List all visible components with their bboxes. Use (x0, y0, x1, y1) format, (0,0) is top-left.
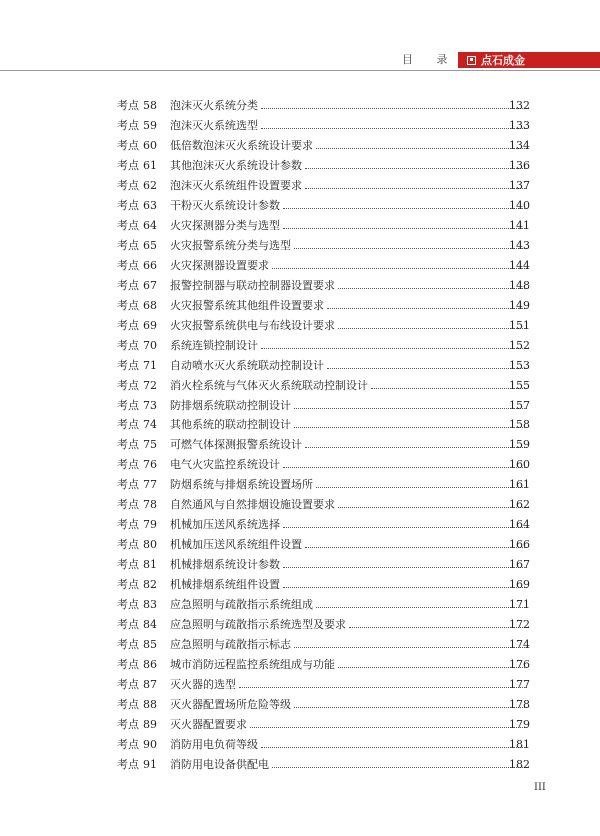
toc-entry-title: 其他系统的联动控制设计 (170, 418, 291, 432)
toc-entry-prefix: 考点 (117, 518, 139, 532)
toc-dot-leader (305, 159, 527, 169)
toc-entry-page: 181 (509, 737, 530, 751)
toc-entry-number: 61 (143, 158, 157, 172)
toc-entry-prefix: 考点 (117, 558, 139, 572)
toc-dot-leader (327, 299, 527, 309)
toc-entry-title-wrap (170, 618, 530, 632)
toc-dot-leader (250, 718, 527, 728)
toc-entry-prefix: 考点 (117, 757, 139, 771)
toc-entry-number: 83 (143, 598, 157, 612)
toc-entry-number: 89 (143, 718, 157, 732)
toc-entry-label (117, 379, 157, 393)
toc-entry[interactable] (0, 715, 600, 735)
toc-entry-label (117, 598, 157, 612)
toc-entry-prefix: 考点 (117, 658, 139, 672)
toc-entry-title-wrap (170, 718, 530, 732)
toc-entry-title: 机械排烟系统组件设置 (170, 578, 280, 592)
toc-entry-prefix: 考点 (117, 118, 139, 132)
toc-entry-page: 140 (509, 198, 530, 212)
toc-dot-leader (294, 418, 527, 428)
toc-entry-page: 151 (509, 318, 530, 332)
toc-entry-label (117, 738, 157, 752)
toc-entry-title-wrap (170, 418, 530, 432)
toc-entry-title-wrap (170, 538, 530, 552)
toc-entry-title: 应急照明与疏散指示标志 (170, 638, 291, 652)
toc-dot-leader (305, 179, 527, 189)
toc-entry[interactable] (0, 635, 600, 655)
toc-entry-title: 火灾探测器分类与选型 (170, 218, 280, 232)
toc-entry-number: 79 (143, 518, 157, 532)
toc-entry-page: 136 (509, 158, 530, 172)
toc-entry-label (117, 638, 157, 652)
toc-entry-prefix: 考点 (117, 618, 139, 632)
toc-entry-title-wrap (170, 678, 530, 692)
toc-dot-leader (316, 139, 527, 149)
toc-entry-label (117, 538, 157, 552)
toc-entry-prefix: 考点 (117, 498, 139, 512)
toc-entry-page: 159 (509, 438, 530, 452)
toc-entry-number: 72 (143, 378, 157, 392)
toc-entry-title: 应急照明与疏散指示系统选型及要求 (170, 618, 346, 632)
toc-entry-number: 78 (143, 498, 157, 512)
toc-entry-title: 报警控制器与联动控制器设置要求 (170, 278, 335, 292)
toc-entry-number: 81 (143, 558, 157, 572)
toc-entry-page: 167 (509, 558, 530, 572)
toc-entry[interactable] (0, 575, 600, 595)
toc-entry-title-wrap (170, 299, 530, 313)
toc-dot-leader (294, 399, 527, 409)
toc-entry-title: 消火栓系统与气体灭火系统联动控制设计 (170, 378, 368, 392)
toc-dot-leader (283, 518, 527, 528)
toc-entry[interactable] (0, 535, 600, 555)
toc-dot-leader (261, 119, 527, 129)
toc-entry-number: 66 (143, 258, 157, 272)
toc-entry-title-wrap (170, 319, 530, 333)
toc-dot-leader (349, 618, 527, 628)
toc-entry-prefix: 考点 (117, 718, 139, 732)
toc-entry-title: 城市消防远程监控系统组成与功能 (170, 658, 335, 672)
toc-entry-title-wrap (170, 119, 530, 133)
toc-entry[interactable] (0, 595, 600, 615)
toc-entry[interactable] (0, 615, 600, 635)
toc-entry[interactable] (0, 256, 600, 276)
toc-dot-leader (261, 339, 527, 349)
toc-entry-label (117, 339, 157, 353)
toc-dot-leader (261, 99, 527, 109)
toc-entry[interactable] (0, 316, 600, 336)
toc-dot-leader (272, 259, 527, 269)
toc-entry-title: 防排烟系统联动控制设计 (170, 398, 291, 412)
toc-entry-label (117, 199, 157, 213)
toc-entry[interactable] (0, 495, 600, 515)
toc-entry-title: 可燃气体探测报警系统设计 (170, 438, 302, 452)
toc-entry-title: 低倍数泡沫灭火系统设计要求 (170, 138, 313, 152)
toc-entry-page: 144 (509, 258, 530, 272)
page-number: III (534, 782, 546, 793)
toc-entry-title-wrap (170, 379, 530, 393)
toc-dot-leader (338, 279, 527, 289)
toc-entry[interactable] (0, 156, 600, 176)
toc-entry-number: 69 (143, 318, 157, 332)
toc-entry-title-wrap (170, 738, 530, 752)
toc-entry-number: 75 (143, 438, 157, 452)
toc-entry-title: 火灾报警系统供电与布线设计要求 (170, 318, 335, 332)
toc-entry-number: 76 (143, 458, 157, 472)
toc-entry-prefix: 考点 (117, 698, 139, 712)
toc-entry-page: 155 (509, 378, 530, 392)
toc-entry[interactable] (0, 675, 600, 695)
toc-entry-number: 58 (143, 98, 157, 112)
toc-entry-number: 71 (143, 358, 157, 372)
toc-entry-title: 机械排烟系统设计参数 (170, 558, 280, 572)
toc-entry-title-wrap (170, 339, 530, 353)
toc-entry-title: 灭火器配置场所危险等级 (170, 698, 291, 712)
toc-entry-label (117, 618, 157, 632)
toc-entry-prefix: 考点 (117, 418, 139, 432)
toc-dot-leader (338, 498, 527, 508)
brand-banner (458, 52, 600, 68)
toc-entry-label (117, 319, 157, 333)
toc-entry[interactable] (0, 376, 600, 396)
toc-entry-prefix: 考点 (117, 258, 139, 272)
toc-entry-label (117, 279, 157, 293)
toc-entry[interactable] (0, 176, 600, 196)
toc-entry-prefix: 考点 (117, 178, 139, 192)
toc-entry-prefix: 考点 (117, 678, 139, 692)
toc-entry-prefix: 考点 (117, 318, 139, 332)
toc-dot-leader (338, 319, 527, 329)
toc-entry-number: 91 (143, 757, 157, 771)
brand-label: 点石成金 (481, 54, 525, 67)
toc-entry-label (117, 438, 157, 452)
toc-entry-label (117, 359, 157, 373)
toc-entry-title: 自动喷水灭火系统联动控制设计 (170, 358, 324, 372)
toc-entry-number: 63 (143, 198, 157, 212)
toc-entry-title-wrap (170, 438, 530, 452)
toc-entry-title-wrap (170, 239, 530, 253)
toc-entry-label (117, 578, 157, 592)
toc-entry-title-wrap (170, 578, 530, 592)
toc-dot-leader (316, 598, 527, 608)
toc-dot-leader (239, 678, 527, 688)
toc-entry-title: 火灾探测器设置要求 (170, 258, 269, 272)
toc-entry[interactable] (0, 475, 600, 495)
toc-dot-leader (327, 359, 527, 369)
toc-entry-page: 137 (509, 178, 530, 192)
toc-entry-title: 泡沫灭火系统选型 (170, 118, 258, 132)
toc-entry-number: 90 (143, 737, 157, 751)
toc-entry-page: 152 (509, 338, 530, 352)
toc-entry-title: 干粉灭火系统设计参数 (170, 198, 280, 212)
toc-entry-title: 火灾报警系统其他组件设置要求 (170, 298, 324, 312)
toc-entry-label (117, 219, 157, 233)
toc-entry-label (117, 718, 157, 732)
toc-entry-label (117, 99, 157, 113)
toc-entry-number: 68 (143, 298, 157, 312)
toc-dot-leader (272, 758, 527, 768)
toc-entry-label (117, 399, 157, 413)
toc-entry-label (117, 498, 157, 512)
toc-dot-leader (294, 638, 527, 648)
toc-entry-number: 87 (143, 678, 157, 692)
toc-entry-prefix: 考点 (117, 398, 139, 412)
toc-entry[interactable] (0, 396, 600, 416)
toc-entry-title: 电气火灾监控系统设计 (170, 458, 280, 472)
toc-entry-number: 59 (143, 118, 157, 132)
toc-entry-page: 177 (509, 678, 530, 692)
toc-entry[interactable] (0, 236, 600, 256)
toc-entry-number: 70 (143, 338, 157, 352)
toc-entry-title: 机械加压送风系统组件设置 (170, 538, 302, 552)
toc-entry-title-wrap (170, 478, 530, 492)
toc-entry-title-wrap (170, 758, 530, 772)
toc-entry-label (117, 239, 157, 253)
toc-entry-title-wrap (170, 139, 530, 153)
toc-entry-label (117, 458, 157, 472)
toc-dot-leader (294, 239, 527, 249)
toc-dot-leader (316, 478, 527, 488)
toc-entry-number: 86 (143, 658, 157, 672)
toc-entry-prefix: 考点 (117, 378, 139, 392)
toc-entry[interactable] (0, 515, 600, 535)
toc-entry[interactable] (0, 296, 600, 316)
toc-entry[interactable] (0, 655, 600, 675)
toc-entry[interactable] (0, 356, 600, 376)
toc-entry-title-wrap (170, 399, 530, 413)
toc-entry-number: 80 (143, 538, 157, 552)
toc-entry[interactable] (0, 136, 600, 156)
toc-entry-number: 82 (143, 578, 157, 592)
toc-entry-label (117, 518, 157, 532)
toc-entry-prefix: 考点 (117, 218, 139, 232)
toc-entry-prefix: 考点 (117, 198, 139, 212)
toc-entry[interactable] (0, 555, 600, 575)
toc-entry-label (117, 418, 157, 432)
toc-dot-leader (261, 738, 527, 748)
toc-entry[interactable] (0, 455, 600, 475)
toc-entry-page: 164 (509, 518, 530, 532)
toc-entry-prefix: 考点 (117, 98, 139, 112)
table-of-contents (0, 96, 600, 775)
toc-entry-title: 其他泡沫灭火系统设计参数 (170, 158, 302, 172)
toc-entry-prefix: 考点 (117, 598, 139, 612)
toc-entry-prefix: 考点 (117, 158, 139, 172)
toc-dot-leader (283, 458, 527, 468)
toc-entry-number: 67 (143, 278, 157, 292)
toc-entry-number: 77 (143, 478, 157, 492)
toc-entry-page: 182 (509, 757, 530, 771)
toc-entry-prefix: 考点 (117, 358, 139, 372)
toc-entry-title: 系统连锁控制设计 (170, 338, 258, 352)
toc-entry-page: 141 (509, 218, 530, 232)
toc-entry-title-wrap (170, 658, 530, 672)
toc-entry-page: 171 (509, 598, 530, 612)
toc-entry-page: 169 (509, 578, 530, 592)
toc-entry-prefix: 考点 (117, 138, 139, 152)
toc-entry-title-wrap (170, 458, 530, 472)
toc-entry-prefix: 考点 (117, 578, 139, 592)
toc-entry[interactable] (0, 755, 600, 775)
toc-entry-number: 60 (143, 138, 157, 152)
toc-entry-title: 机械加压送风系统选择 (170, 518, 280, 532)
toc-dot-leader (294, 698, 527, 708)
toc-entry-label (117, 678, 157, 692)
toc-entry-title-wrap (170, 698, 530, 712)
toc-entry-prefix: 考点 (117, 278, 139, 292)
toc-entry-title: 泡沫灭火系统分类 (170, 98, 258, 112)
toc-entry-title-wrap (170, 199, 530, 213)
toc-entry-prefix: 考点 (117, 538, 139, 552)
toc-entry-number: 74 (143, 418, 157, 432)
toc-entry-title: 火灾报警系统分类与选型 (170, 238, 291, 252)
toc-entry-prefix: 考点 (117, 478, 139, 492)
toc-entry-page: 148 (509, 278, 530, 292)
toc-entry-page: 166 (509, 538, 530, 552)
toc-entry-title: 灭火器的选型 (170, 678, 236, 692)
toc-entry-title-wrap (170, 179, 530, 193)
toc-entry-number: 85 (143, 638, 157, 652)
toc-entry-number: 62 (143, 178, 157, 192)
toc-entry-page: 162 (509, 498, 530, 512)
toc-entry-page: 133 (509, 118, 530, 132)
toc-entry-page: 174 (509, 638, 530, 652)
toc-entry-page: 143 (509, 238, 530, 252)
toc-entry-number: 73 (143, 398, 157, 412)
toc-entry-title-wrap (170, 638, 530, 652)
toc-entry-title: 自然通风与自然排烟设施设置要求 (170, 498, 335, 512)
toc-dot-leader (283, 199, 527, 209)
toc-entry[interactable] (0, 435, 600, 455)
brand-square-icon (467, 56, 476, 65)
toc-entry-number: 88 (143, 698, 157, 712)
toc-entry-label (117, 758, 157, 772)
toc-entry-title-wrap (170, 219, 530, 233)
toc-entry-prefix: 考点 (117, 737, 139, 751)
toc-entry-page: 157 (509, 398, 530, 412)
toc-entry[interactable] (0, 416, 600, 436)
toc-entry-label (117, 119, 157, 133)
toc-entry[interactable] (0, 96, 600, 116)
toc-dot-leader (338, 658, 527, 668)
toc-entry-label (117, 658, 157, 672)
toc-entry-page: 178 (509, 698, 530, 712)
toc-entry-title: 泡沫灭火系统组件设置要求 (170, 178, 302, 192)
toc-entry-prefix: 考点 (117, 238, 139, 252)
toc-dot-leader (283, 578, 527, 588)
toc-entry-page: 161 (509, 478, 530, 492)
toc-dot-leader (305, 438, 527, 448)
toc-entry-page: 176 (509, 658, 530, 672)
toc-entry[interactable] (0, 336, 600, 356)
section-title: 目 录 (402, 53, 458, 66)
toc-entry-title: 应急照明与疏散指示系统组成 (170, 598, 313, 612)
toc-entry-prefix: 考点 (117, 458, 139, 472)
toc-entry-prefix: 考点 (117, 338, 139, 352)
toc-entry-page: 149 (509, 298, 530, 312)
toc-entry-page: 134 (509, 138, 530, 152)
toc-entry-title: 消防用电负荷等级 (170, 737, 258, 751)
toc-entry-prefix: 考点 (117, 298, 139, 312)
toc-entry-number: 84 (143, 618, 157, 632)
toc-entry-label (117, 159, 157, 173)
toc-entry-page: 179 (509, 718, 530, 732)
toc-entry[interactable] (0, 196, 600, 216)
toc-entry-title: 灭火器配置要求 (170, 718, 247, 732)
toc-entry[interactable] (0, 216, 600, 236)
toc-entry-page: 132 (509, 98, 530, 112)
toc-entry-label (117, 558, 157, 572)
toc-entry[interactable] (0, 276, 600, 296)
toc-dot-leader (283, 219, 527, 229)
toc-entry-title: 消防用电设备供配电 (170, 757, 269, 771)
toc-entry[interactable] (0, 116, 600, 136)
toc-entry-title-wrap (170, 159, 530, 173)
toc-entry-title-wrap (170, 99, 530, 113)
toc-entry-label (117, 259, 157, 273)
toc-entry-page: 172 (509, 618, 530, 632)
toc-entry-page: 158 (509, 418, 530, 432)
toc-entry-label (117, 299, 157, 313)
toc-entry-title-wrap (170, 279, 530, 293)
toc-entry-title-wrap (170, 518, 530, 532)
toc-entry-title: 防烟系统与排烟系统设置场所 (170, 478, 313, 492)
toc-entry[interactable] (0, 735, 600, 755)
toc-entry-title-wrap (170, 259, 530, 273)
toc-entry-title-wrap (170, 598, 530, 612)
toc-entry-number: 65 (143, 238, 157, 252)
toc-entry-title-wrap (170, 498, 530, 512)
toc-entry-label (117, 179, 157, 193)
toc-entry-prefix: 考点 (117, 638, 139, 652)
toc-entry-label (117, 698, 157, 712)
page-header (0, 52, 600, 68)
toc-entry-label (117, 139, 157, 153)
toc-entry-title-wrap (170, 359, 530, 373)
toc-entry-title-wrap (170, 558, 530, 572)
toc-entry-label (117, 478, 157, 492)
toc-entry-page: 160 (509, 458, 530, 472)
toc-entry-prefix: 考点 (117, 438, 139, 452)
toc-entry-page: 153 (509, 358, 530, 372)
toc-dot-leader (283, 558, 527, 568)
header-divider (0, 70, 600, 71)
toc-entry-number: 64 (143, 218, 157, 232)
toc-entry[interactable] (0, 695, 600, 715)
toc-dot-leader (305, 538, 527, 548)
